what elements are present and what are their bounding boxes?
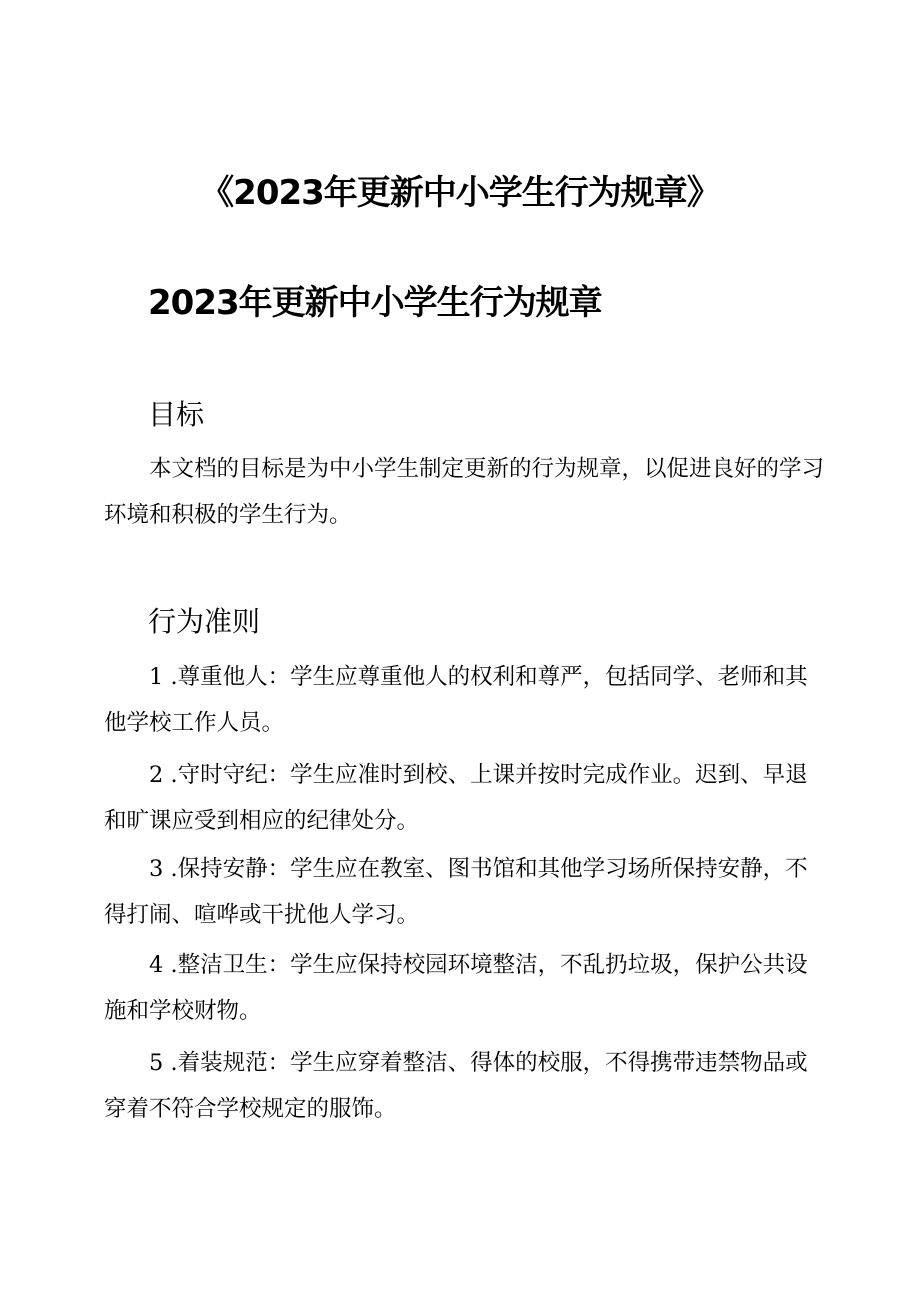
rule-item-4: 4 .整洁卫生：学生应保持校园环境整洁，不乱扔垃圾，保护公共设施和学校财物。 — [104, 952, 808, 1024]
goal-paragraph: 本文档的目标是为中小学生制定更新的行为规章，以促进良好的学习环境和积极的学生行为。 — [104, 456, 825, 528]
document-title: 《2023年更新中小学生行为规章》 — [200, 173, 720, 213]
document-subtitle: 2023年更新中小学生行为规章 — [148, 283, 602, 323]
rule-item-2: 2 .守时守纪：学生应准时到校、上课并按时完成作业。迟到、早退和旷课应受到相应的纪律处分。 — [104, 762, 808, 834]
rule-item-1: 1 .尊重他人：学生应尊重他人的权利和尊严，包括同学、老师和其他学校工作人员。 — [104, 664, 808, 736]
section-heading-code-of-conduct: 行为准则 — [148, 605, 261, 638]
section-heading-goal: 目标 — [148, 398, 205, 431]
rule-item-5: 5 .着装规范：学生应穿着整洁、得体的校服，不得携带违禁物品或穿着不符合学校规定的服饰。 — [104, 1050, 808, 1122]
rule-item-3: 3 .保持安静：学生应在教室、图书馆和其他学习场所保持安静，不得打闹、喧哗或干扰他人学习。 — [104, 856, 808, 928]
